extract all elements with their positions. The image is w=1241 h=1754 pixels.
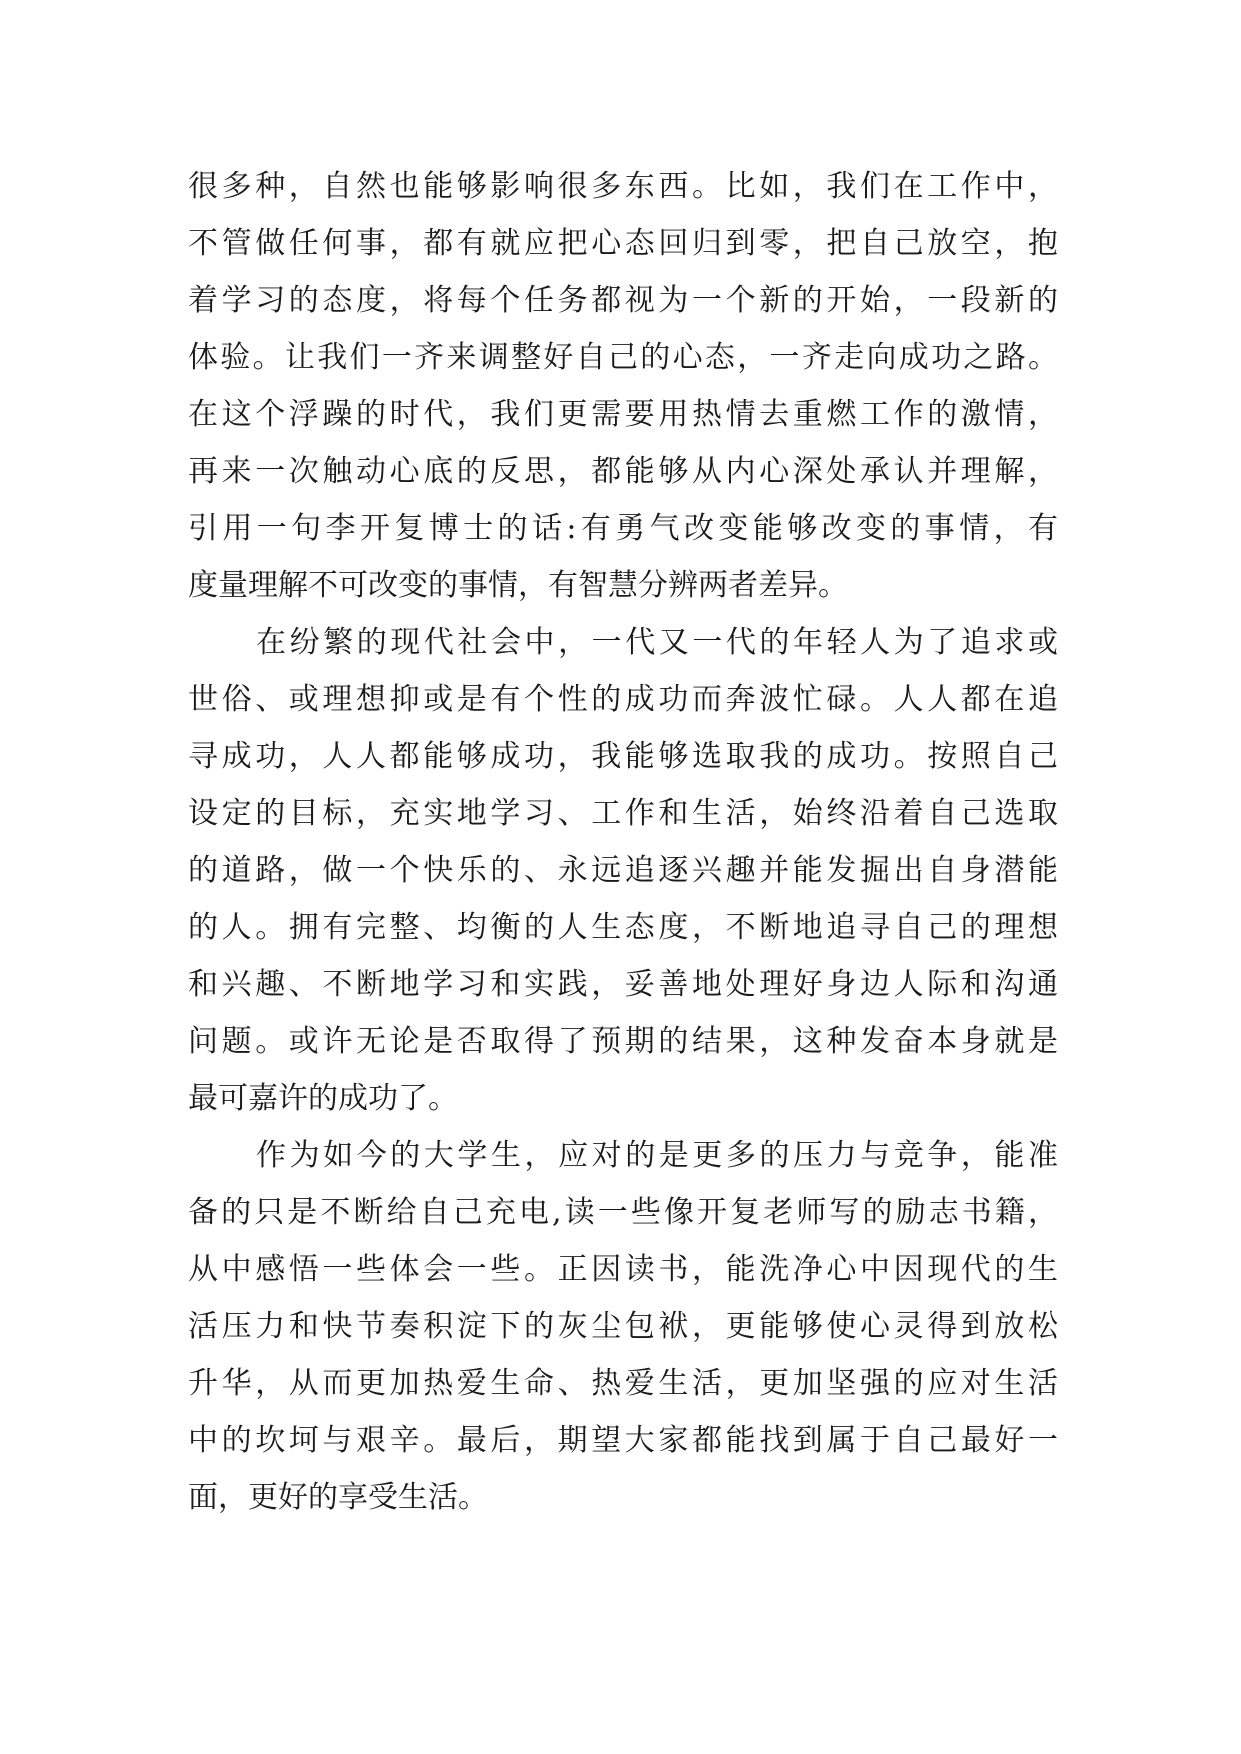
- body-text: [188, 158, 1058, 1526]
- text-line: 的道路，做一个快乐的、永远追逐兴趣并能发掘出自身潜能: [188, 853, 1058, 888]
- text-line: 度量理解不可改变的事情，有智慧分辨两者差异。: [188, 568, 848, 603]
- text-line: 很多种，自然也能够影响很多东西。比如，我们在工作中，: [188, 169, 1058, 204]
- text-line: 在纷繁的现代社会中，一代又一代的年轻人为了追求或: [256, 625, 1058, 660]
- text-line: 在这个浮躁的时代，我们更需要用热情去重燃工作的激情，: [188, 397, 1058, 432]
- text-line: 活压力和快节奏积淀下的灰尘包袱，更能够使心灵得到放松: [188, 1309, 1058, 1344]
- text-line: 最可嘉许的成功了。: [188, 1081, 458, 1116]
- text-line: 设定的目标，充实地学习、工作和生活，始终沿着自己选取: [188, 796, 1058, 831]
- paragraph-1: [188, 158, 1058, 614]
- text-line: 从中感悟一些体会一些。正因读书，能洗净心中因现代的生: [188, 1252, 1058, 1287]
- text-line: 备的只是不断给自己充电,读一些像开复老师写的励志书籍，: [188, 1195, 1058, 1230]
- text-line: 作为如今的大学生，应对的是更多的压力与竞争，能准: [256, 1138, 1058, 1173]
- text-line: 寻成功，人人都能够成功，我能够选取我的成功。按照自己: [188, 739, 1058, 774]
- text-line: 不管做任何事，都有就应把心态回归到零，把自己放空，抱: [188, 226, 1058, 261]
- text-line: 着学习的态度，将每个任务都视为一个新的开始，一段新的: [188, 283, 1058, 318]
- text-line: 面，更好的享受生活。: [188, 1480, 488, 1515]
- text-line: 世俗、或理想抑或是有个性的成功而奔波忙碌。人人都在追: [188, 682, 1058, 717]
- paragraph-3: [188, 1127, 1058, 1526]
- text-line: 体验。让我们一齐来调整好自己的心态，一齐走向成功之路。: [188, 340, 1058, 375]
- text-line: 和兴趣、不断地学习和实践，妥善地处理好身边人际和沟通: [188, 967, 1058, 1002]
- text-line: 再来一次触动心底的反思，都能够从内心深处承认并理解，: [188, 454, 1058, 489]
- text-line: 中的坎坷与艰辛。最后，期望大家都能找到属于自己最好一: [188, 1423, 1058, 1458]
- text-line: 的人。拥有完整、均衡的人生态度，不断地追寻自己的理想: [188, 910, 1058, 945]
- text-line: 引用一句李开复博士的话:有勇气改变能够改变的事情，有: [188, 511, 1058, 546]
- paragraph-2: [188, 614, 1058, 1127]
- text-line: 升华，从而更加热爱生命、热爱生活，更加坚强的应对生活: [188, 1366, 1058, 1401]
- text-line: 问题。或许无论是否取得了预期的结果，这种发奋本身就是: [188, 1024, 1058, 1059]
